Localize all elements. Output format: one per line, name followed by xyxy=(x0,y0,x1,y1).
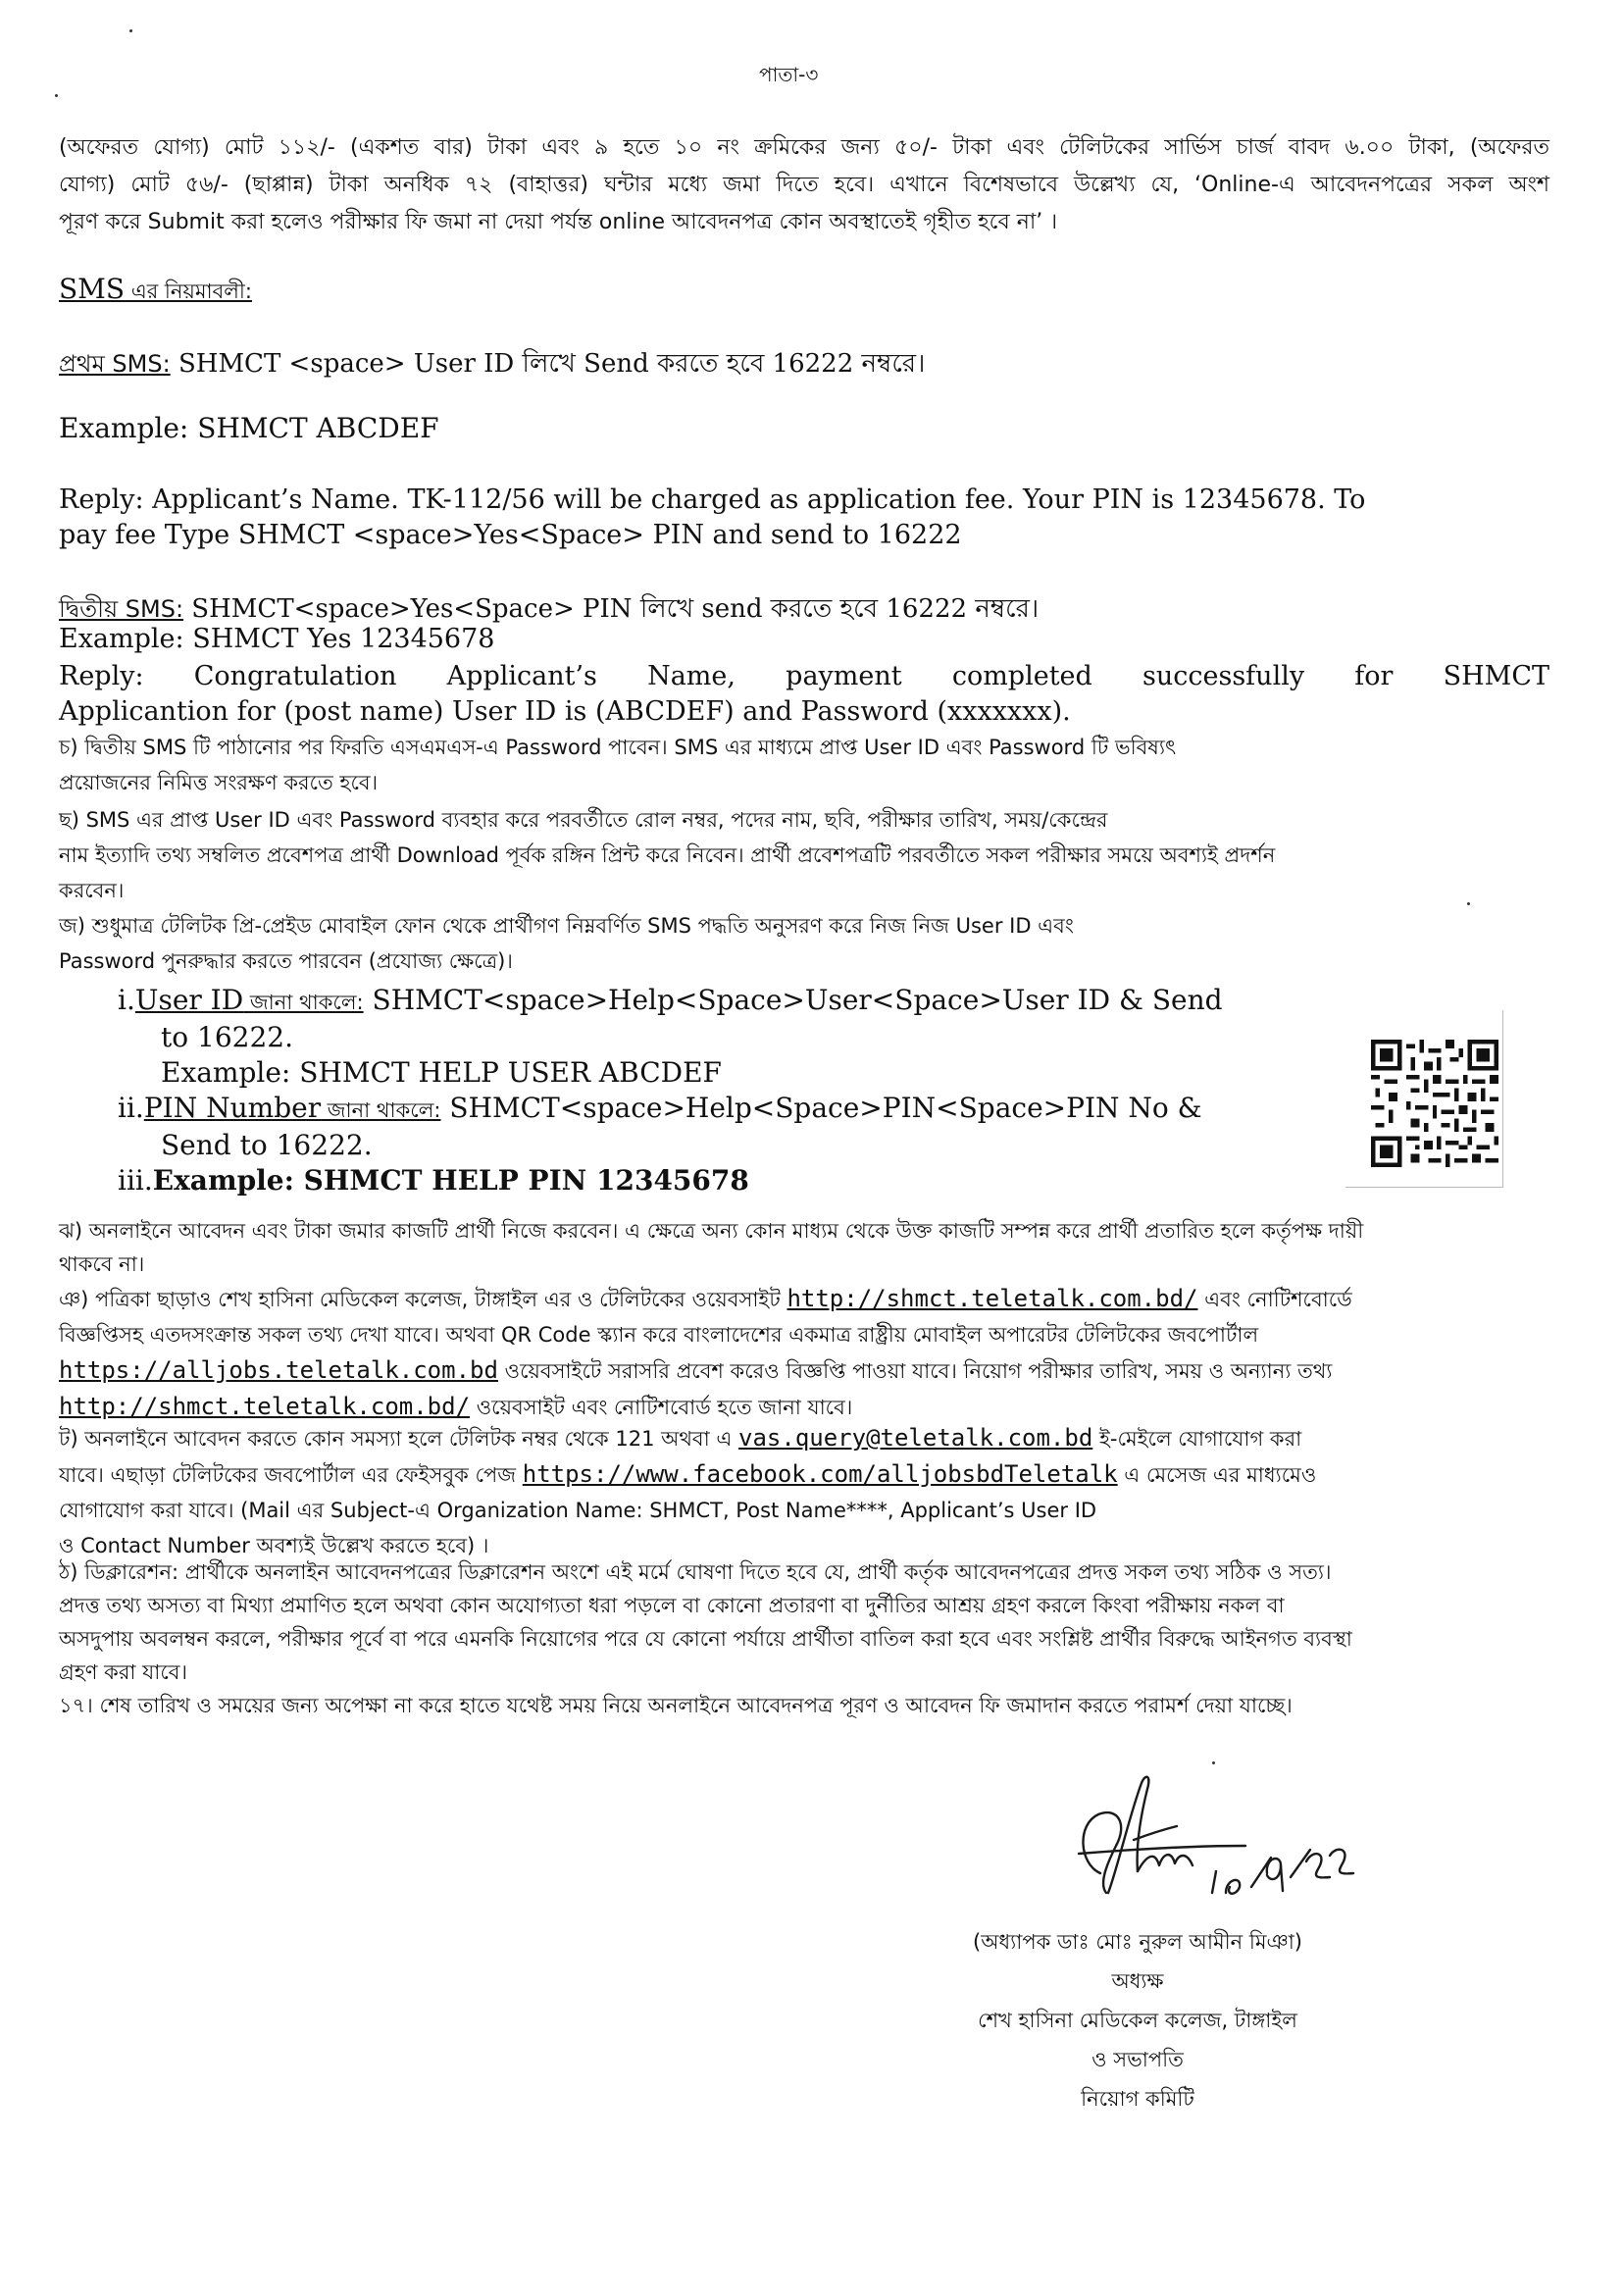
retrieval-command-cont: Send to 16222. xyxy=(161,1129,373,1161)
intro-line: পূরণ করে Submit করা হলেও পরীক্ষার ফি জমা না দেয়া পর্যন্ত online আবেদনপত্র কোন অবস্থাতেই গৃহীত হবে না’ । xyxy=(59,210,1058,234)
item-text: এ মেসেজ এর মাধ্যমেও xyxy=(1117,1463,1317,1487)
list-number: i. xyxy=(118,984,135,1016)
item-line: চ) দ্বিতীয় SMS টি পাঠানোর পর ফিরতি এসএমএস-এ Password পাবেন। SMS এর মাধ্যমে প্রাপ্ত User ID এবং Password টি ভবিষ্যৎ xyxy=(59,736,1177,759)
list-number: ii. xyxy=(118,1092,144,1124)
signatory-role: ও সভাপতি xyxy=(1091,2048,1184,2071)
item-line: থাকবে না। xyxy=(59,1252,145,1276)
item-line: ছ) SMS এর প্রাপ্ত User ID এবং Password ব্যবহার করে পরবর্তীতে রোল নম্বর, পদের নাম, ছবি, পরীক্ষার তারিখ, সময়/কেন্দ্রের xyxy=(59,808,1108,832)
reply-line: pay fee Type SHMCT <space>Yes<Space> PIN and send to 16222 xyxy=(59,520,962,550)
item-nya xyxy=(59,1281,1549,1425)
item-ta xyxy=(59,1420,1549,1563)
retrieval-item-user-id xyxy=(118,983,1314,1020)
item-line: নাম ইত্যাদি তথ্য সম্বলিত প্রবেশপত্র প্রার্থী Download পূর্বক রঙ্গিন প্রিন্ট করে নিবেন। প্রার্থী প্রবেশপত্রটি পরবর্তীতে সকল পরীক্ষার সময়ে অবশ্যই প্রদর্শন xyxy=(59,843,1276,867)
sms-heading-rest: এর নিয়মাবলী: xyxy=(125,280,253,303)
pin-number-label: PIN Number xyxy=(143,1092,322,1124)
item-text: ওয়েবসাইট এবং নোটিশবোর্ড হতে জানা যাবে। xyxy=(470,1396,853,1419)
retrieval-command: SHMCT<space>Help<Space>User<Space>User ID & Send xyxy=(363,984,1223,1016)
item-line xyxy=(59,1420,1549,1456)
item-text: ওয়েবসাইটে সরাসরি প্রবেশ করেও বিজ্ঞপ্তি পাওয়া যাবে। নিয়োগ পরীক্ষার তারিখ, সময় ও অন্যান্য তথ্য xyxy=(497,1359,1333,1383)
facebook-page-link[interactable]: https://www.facebook.com/alljobsbdTeletalk xyxy=(522,1460,1118,1488)
intro-line: (অফেরত যোগ্য) মোট ১১২/- (একশত বার) টাকা এবং ৯ হতে ১০ নং ক্রমিকের জন্য ৫০/- টাকা এবং টেলিটকের সার্ভিস চার্জ বাবদ ৬.০০ টাকা, (অফেরত xyxy=(59,135,1549,160)
item-line: ঠ) ডিক্লারেশন: প্রার্থীকে অনলাইন আবেদনপত্রের ডিক্লারেশন অংশে এই মর্মে ঘোষণা দিতে হবে যে, প্রার্থী কর্তৃক আবেদনপত্রের প্রদত্ত সকল তথ্য সঠিক ও সত্য। xyxy=(59,1560,1332,1584)
email-link[interactable]: vas.query@teletalk.com.bd xyxy=(738,1424,1093,1452)
intro-line: যোগ্য) মোট ৫৬/- (ছাপ্পান্ন) টাকা অনধিক ৭২ (বাহাত্তর) ঘন্টার মধ্যে জমা দিতে হবে। এখানে বিশেষভাবে উল্লেখ্য যে, ‘Online-এ আবেদনপত্রের সকল অংশ xyxy=(59,173,1549,197)
item-chha xyxy=(59,802,1549,908)
list-number: iii. xyxy=(118,1164,153,1197)
reply-line: Applicantion for (post name) User ID is (ABCDEF) and Password (xxxxxxx). xyxy=(59,696,1071,727)
item-text: ট) অনলাইনে আবেদন করতে কোন সমস্যা হলে টেলিটক নম্বর থেকে 121 অথবা এ xyxy=(59,1427,739,1451)
scan-speck xyxy=(129,29,132,32)
first-sms-rule xyxy=(59,343,925,386)
item-line: ঝ) অনলাইনে আবেদন এবং টাকা জমার কাজটি প্রার্থী নিজে করবেন। এ ক্ষেত্রে অন্য কোন মাধ্যম থেকে উক্ত কাজটি সম্পন্ন করে প্রার্থী প্রতারিত হলে কর্তৃপক্ষ দায়ী xyxy=(59,1219,1364,1243)
shmct-website-link[interactable]: http://shmct.teletalk.com.bd/ xyxy=(787,1285,1198,1312)
signatory-committee: নিয়োগ কমিটি xyxy=(1081,2087,1194,2111)
signatory-institution: শেখ হাসিনা মেডিকেল কলেজ, টাঙ্গাইল xyxy=(978,2009,1297,2032)
retrieval-item-example xyxy=(118,1163,1314,1198)
item-line: ১৭। শেষ তারিখ ও সময়ের জন্য অপেক্ষা না করে হাতে যথেষ্ট সময় নিয়ে অনলাইনে আবেদনপত্র পূরণ ও আবেদন ফি জমাদান করতে পরামর্শ দেয়া যাচ্ছে। xyxy=(59,1694,1293,1717)
label-suffix: জানা থাকলে: xyxy=(243,991,364,1014)
alljobs-website-link[interactable]: https://alljobs.teletalk.com.bd xyxy=(59,1356,498,1384)
item-text: ই-মেইলে যোগাযোগ করা xyxy=(1092,1427,1302,1451)
page-number: পাতা-৩ xyxy=(759,63,819,86)
retrieval-example: Example: SHMCT HELP PIN 12345678 xyxy=(152,1164,749,1197)
item-line xyxy=(59,1456,1549,1493)
handwritten-signature xyxy=(1040,1756,1412,1942)
retrieval-item-pin xyxy=(118,1091,1314,1128)
item-line: জ) শুধুমাত্র টেলিটক প্রি-প্রেইড মোবাইল ফোন থেকে প্রার্থীগণ নিম্নবর্ণিত SMS পদ্ধতি অনুসরণ করে নিজ নিজ User ID এবং xyxy=(59,914,1074,938)
second-sms-reply xyxy=(59,659,1549,730)
second-sms-example: Example: SHMCT Yes 12345678 xyxy=(59,624,495,654)
qr-code-icon xyxy=(1371,1040,1498,1167)
item-line: গ্রহণ করা যাবে। xyxy=(59,1660,187,1684)
retrieval-list xyxy=(118,983,1314,1198)
second-sms-label: দ্বিতীয় SMS: xyxy=(59,595,184,623)
item-jha xyxy=(59,1214,1549,1281)
sms-rules-heading xyxy=(59,273,252,310)
scan-speck xyxy=(55,94,58,97)
first-sms-text: SHMCT <space> User ID লিখে Send করতে হবে 16222 নম্বরে। xyxy=(170,349,926,379)
retrieval-command-cont: to 16222. xyxy=(161,1021,293,1053)
first-sms-label: প্রথম SMS: xyxy=(59,350,171,378)
item-line: বিজ্ঞপ্তিসহ এতদসংক্রান্ত সকল তথ্য দেখা যাবে। অথবা QR Code স্ক্যান করে বাংলাদেশের একমাত্র রাষ্ট্রীয় মোবাইল অপারেটর টেলিটকের জবপোর্টাল xyxy=(59,1323,1259,1347)
item-line: Password পুনরুদ্ধার করতে পারবেন (প্রযোজ্য ক্ষেত্রে)। xyxy=(59,949,513,973)
signatory-name: (অধ্যাপক ডাঃ মোঃ নুরুল আমীন মিঞা) xyxy=(973,1930,1302,1954)
reply-line: Reply: Congratulation Applicant’s Name, payment completed successfully for SHMCT xyxy=(59,661,1549,691)
first-sms-example: Example: SHMCT ABCDEF xyxy=(59,412,439,444)
label-suffix: জানা থাকলে: xyxy=(321,1098,441,1122)
signatory-block xyxy=(863,1922,1412,2118)
item-line: প্রদত্ত তথ্য অসত্য বা মিথ্যা প্রমাণিত হলে অথবা কোন অযোগ্যতা ধরা পড়লে বা কোনো প্রতারণা বা দুর্নীতির আশ্রয় গ্রহণ করলে কিংবা পরীক্ষায় নকল বা xyxy=(59,1594,1285,1617)
item-line xyxy=(59,1352,1549,1389)
second-sms-text: SHMCT<space>Yes<Space> PIN লিখে send করতে হবে 16222 নম্বরে। xyxy=(183,594,1040,624)
item-tha xyxy=(59,1555,1549,1689)
reply-line: Reply: Applicant’s Name. TK-112/56 will be charged as application fee. Your PIN is 12345678. To xyxy=(59,484,1366,515)
item-line: করবেন। xyxy=(59,879,125,902)
item-cha xyxy=(59,730,1549,800)
item-17 xyxy=(59,1689,1549,1722)
first-sms-reply xyxy=(59,483,1549,553)
item-line: প্রয়োজনের নিমিত্ত সংরক্ষণ করতে হবে। xyxy=(59,771,379,794)
item-line: ও Contact Number অবশ্যই উল্লেখ করতে হবে) । xyxy=(59,1534,489,1557)
sms-heading-word: SMS xyxy=(59,273,126,305)
user-id-label: User ID xyxy=(134,984,244,1016)
item-line: যোগাযোগ করা যাবে। (Mail এর Subject-এ Organization Name: SHMCT, Post Name****, Applicant’s User ID xyxy=(59,1499,1097,1522)
item-text: এবং নোটিশবোর্ডে xyxy=(1197,1288,1352,1311)
item-line xyxy=(59,1281,1549,1317)
retrieval-example: Example: SHMCT HELP USER ABCDEF xyxy=(161,1056,722,1089)
item-line: অসদুপায় অবলম্বন করলে, পরীক্ষার পূর্বে বা পরে এমনকি নিয়োগের পরে যে কোনো পর্যায়ে প্রার্থীতা বাতিল করা হবে এবং সংশ্লিষ্ট প্রার্থীর বিরুদ্ধে আইনগত ব্যবস্থা xyxy=(59,1627,1352,1651)
signatory-title: অধ্যক্ষ xyxy=(1111,1969,1164,1993)
item-text: যাবে। এছাড়া টেলিটকের জবপোর্টাল এর ফেইসবুক পেজ xyxy=(59,1463,523,1487)
shmct-website-link[interactable]: http://shmct.teletalk.com.bd/ xyxy=(59,1393,471,1420)
retrieval-command: SHMCT<space>Help<Space>PIN<Space>PIN No & xyxy=(440,1092,1202,1124)
intro-paragraph xyxy=(59,129,1549,241)
item-ja xyxy=(59,908,1549,979)
item-text: ঞ) পত্রিকা ছাড়াও শেখ হাসিনা মেডিকেল কলেজ, টাঙ্গাইল এর ও টেলিটকের ওয়েবসাইট xyxy=(59,1288,787,1311)
